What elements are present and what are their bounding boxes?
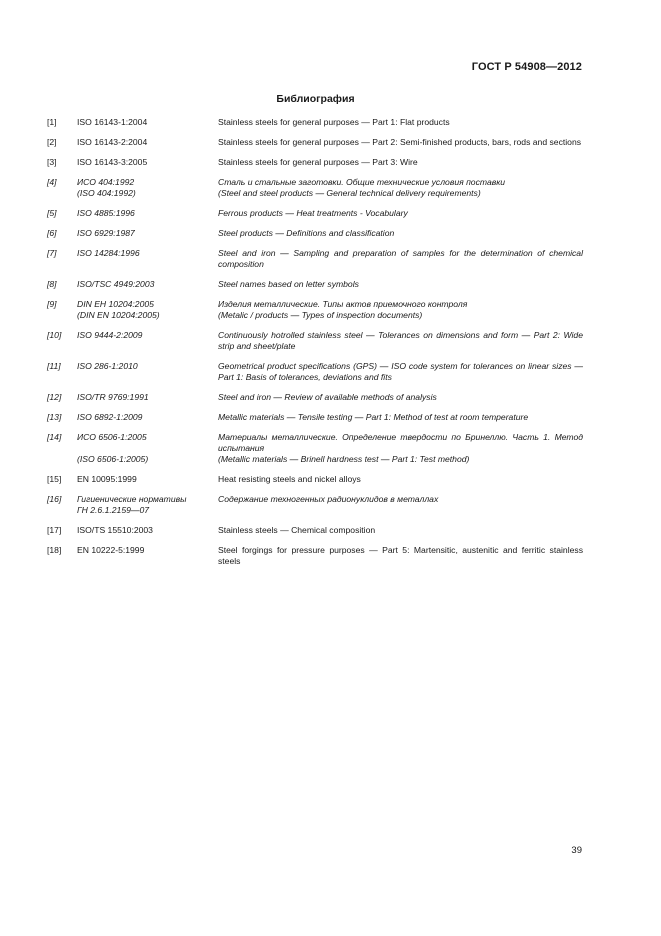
bibliography-entry xyxy=(47,494,583,516)
entry-title xyxy=(218,525,583,536)
document-header-standard: ГОСТ Р 54908—2012 xyxy=(471,61,582,73)
entry-code-line: ISO/TSC 4949:2003 xyxy=(77,279,155,289)
entry-code-line: ISO 16143-3:2005 xyxy=(77,157,148,167)
entry-code-line: ГН 2.6.1.2159—07 xyxy=(77,505,150,515)
entry-code xyxy=(77,157,218,168)
entry-title-line: Continuously hotrolled stainless steel — Tolerances on dimensions and form — Part 2: Wide strip and sheet/plate xyxy=(218,330,583,351)
entry-title-line: Steel forgings for pressure purposes — Part 5: Martensitic, austenitic and ferritic stainless steels xyxy=(218,545,583,566)
bibliography-list xyxy=(47,117,583,576)
entry-title xyxy=(218,545,583,567)
bibliography-entry xyxy=(47,361,583,383)
entry-title xyxy=(218,474,583,485)
bibliography-entry xyxy=(47,117,583,128)
bibliography-entry xyxy=(47,177,583,199)
entry-title-line: Stainless steels for general purposes — Part 3: Wire xyxy=(218,157,418,167)
entry-title xyxy=(218,299,583,321)
entry-code xyxy=(77,208,218,219)
page-number: 39 xyxy=(571,845,582,856)
bibliography-entry xyxy=(47,228,583,239)
entry-title xyxy=(218,330,583,352)
entry-code-line: ISO 286-1:2010 xyxy=(77,361,138,371)
entry-code-line: ISO 4885:1996 xyxy=(77,208,135,218)
entry-title xyxy=(218,117,583,128)
entry-number: [14] xyxy=(47,432,62,442)
entry-title-line: Изделия металлические. Типы актов приемочного контроля xyxy=(218,299,468,309)
entry-title-line: Содержание техногенных радионуклидов в металлах xyxy=(218,494,439,504)
bibliography-entry xyxy=(47,432,583,465)
entry-title-line: Geometrical product specifications (GPS) — ISO code system for tolerances on linear sizes — Part 1: Basis of tolerances, deviations and fits xyxy=(218,361,583,382)
bibliography-entry xyxy=(47,208,583,219)
entry-title xyxy=(218,494,583,516)
entry-title-line: Steel and iron — Review of available methods of analysis xyxy=(218,392,437,402)
entry-number: [6] xyxy=(47,228,57,238)
bibliography-entry xyxy=(47,545,583,567)
entry-title-line: Ferrous products — Heat treatments - Vocabulary xyxy=(218,208,408,218)
entry-code-line: ISO/TS 15510:2003 xyxy=(77,525,153,535)
entry-number: [10] xyxy=(47,330,62,340)
entry-code-line: ISO/TR 9769:1991 xyxy=(77,392,149,402)
entry-number: [13] xyxy=(47,412,62,422)
entry-title-line: Metallic materials — Tensile testing — Part 1: Method of test at room temperature xyxy=(218,412,529,422)
entry-code xyxy=(77,330,218,352)
entry-code-line: EN 10095:1999 xyxy=(77,474,137,484)
bibliography-title: Библиография xyxy=(276,93,355,105)
entry-title xyxy=(218,248,583,270)
entry-code xyxy=(77,228,218,239)
entry-code-line: ИСО 6506-1:2005 xyxy=(77,432,147,442)
entry-code-line: ISO 6929:1987 xyxy=(77,228,135,238)
entry-code-line: ISO 14284:1996 xyxy=(77,248,140,258)
entry-number: [18] xyxy=(47,545,62,555)
entry-code xyxy=(77,177,218,199)
bibliography-entry xyxy=(47,248,583,270)
entry-title xyxy=(218,392,583,403)
bibliography-entry xyxy=(47,137,583,148)
entry-title xyxy=(218,361,583,383)
bibliography-entry xyxy=(47,279,583,290)
entry-code xyxy=(77,137,218,148)
entry-code xyxy=(77,474,218,485)
entry-code xyxy=(77,361,218,383)
entry-code-line: DIN EH 10204:2005 xyxy=(77,299,154,309)
entry-code-line: (ISO 404:1992) xyxy=(77,188,136,198)
entry-title-line: Материалы металлические. Определение твердости по Бринеллю. Часть 1. Метод испытания xyxy=(218,432,583,453)
entry-code xyxy=(77,248,218,270)
entry-number: [15] xyxy=(47,474,62,484)
entry-code-line: ISO 6892-1:2009 xyxy=(77,412,143,422)
entry-number: [9] xyxy=(47,299,57,309)
entry-title xyxy=(218,412,583,423)
entry-number: [16] xyxy=(47,494,62,504)
entry-number: [5] xyxy=(47,208,57,218)
entry-code-line: EN 10222-5:1999 xyxy=(77,545,145,555)
entry-title xyxy=(218,208,583,219)
bibliography-entry xyxy=(47,412,583,423)
entry-code-line xyxy=(77,443,218,454)
bibliography-entry xyxy=(47,474,583,485)
entry-code xyxy=(77,412,218,423)
entry-title-line: Stainless steels — Chemical composition xyxy=(218,525,376,535)
bibliography-entry xyxy=(47,157,583,168)
entry-title-line: Steel and iron — Sampling and preparation of samples for the determination of chemical composition xyxy=(218,248,583,269)
entry-number: [17] xyxy=(47,525,62,535)
entry-code-line: ISO 16143-2:2004 xyxy=(77,137,148,147)
entry-code-line: Гигиенические нормативы xyxy=(77,494,187,504)
bibliography-entry xyxy=(47,525,583,536)
entry-title-line: Steel products — Definitions and classification xyxy=(218,228,395,238)
entry-number: [2] xyxy=(47,137,57,147)
bibliography-entry xyxy=(47,392,583,403)
entry-code xyxy=(77,525,218,536)
entry-title xyxy=(218,137,583,148)
entry-title xyxy=(218,177,583,199)
entry-title xyxy=(218,157,583,168)
entry-code xyxy=(77,432,218,465)
entry-title xyxy=(218,432,583,465)
entry-code-line: ISO 16143-1:2004 xyxy=(77,117,148,127)
entry-code xyxy=(77,494,218,516)
bibliography-entry xyxy=(47,299,583,321)
entry-code xyxy=(77,117,218,128)
entry-number: [12] xyxy=(47,392,62,402)
entry-title-line: Сталь и стальные заготовки. Общие технические условия поставки xyxy=(218,177,506,187)
entry-code xyxy=(77,392,218,403)
entry-title-line: (Metallic materials — Brinell hardness test — Part 1: Test method) xyxy=(218,454,470,464)
entry-title-line: Steel names based on letter symbols xyxy=(218,279,359,289)
entry-number: [8] xyxy=(47,279,57,289)
entry-code xyxy=(77,279,218,290)
entry-number: [11] xyxy=(47,361,61,371)
entry-number: [7] xyxy=(47,248,57,258)
entry-number: [4] xyxy=(47,177,57,187)
entry-code-line: ИСО 404:1992 xyxy=(77,177,135,187)
entry-code-line: ISO 9444-2:2009 xyxy=(77,330,143,340)
bibliography-entry xyxy=(47,330,583,352)
entry-title-line: Stainless steels for general purposes — Part 1: Flat products xyxy=(218,117,450,127)
entry-title-line: Stainless steels for general purposes — Part 2: Semi-finished products, bars, rods and sections xyxy=(218,137,582,147)
entry-number: [3] xyxy=(47,157,57,167)
entry-title xyxy=(218,279,583,290)
entry-title-line: Heat resisting steels and nickel alloys xyxy=(218,474,361,484)
entry-title xyxy=(218,228,583,239)
entry-code-line: (ISO 6506-1:2005) xyxy=(77,454,149,464)
entry-code xyxy=(77,545,218,567)
entry-title-line: (Metalic / products — Types of inspection documents) xyxy=(218,310,423,320)
entry-code-line: (DIN EN 10204:2005) xyxy=(77,310,160,320)
entry-number: [1] xyxy=(47,117,57,127)
entry-code xyxy=(77,299,218,321)
entry-title-line: (Steel and steel products — General technical delivery requirements) xyxy=(218,188,481,198)
